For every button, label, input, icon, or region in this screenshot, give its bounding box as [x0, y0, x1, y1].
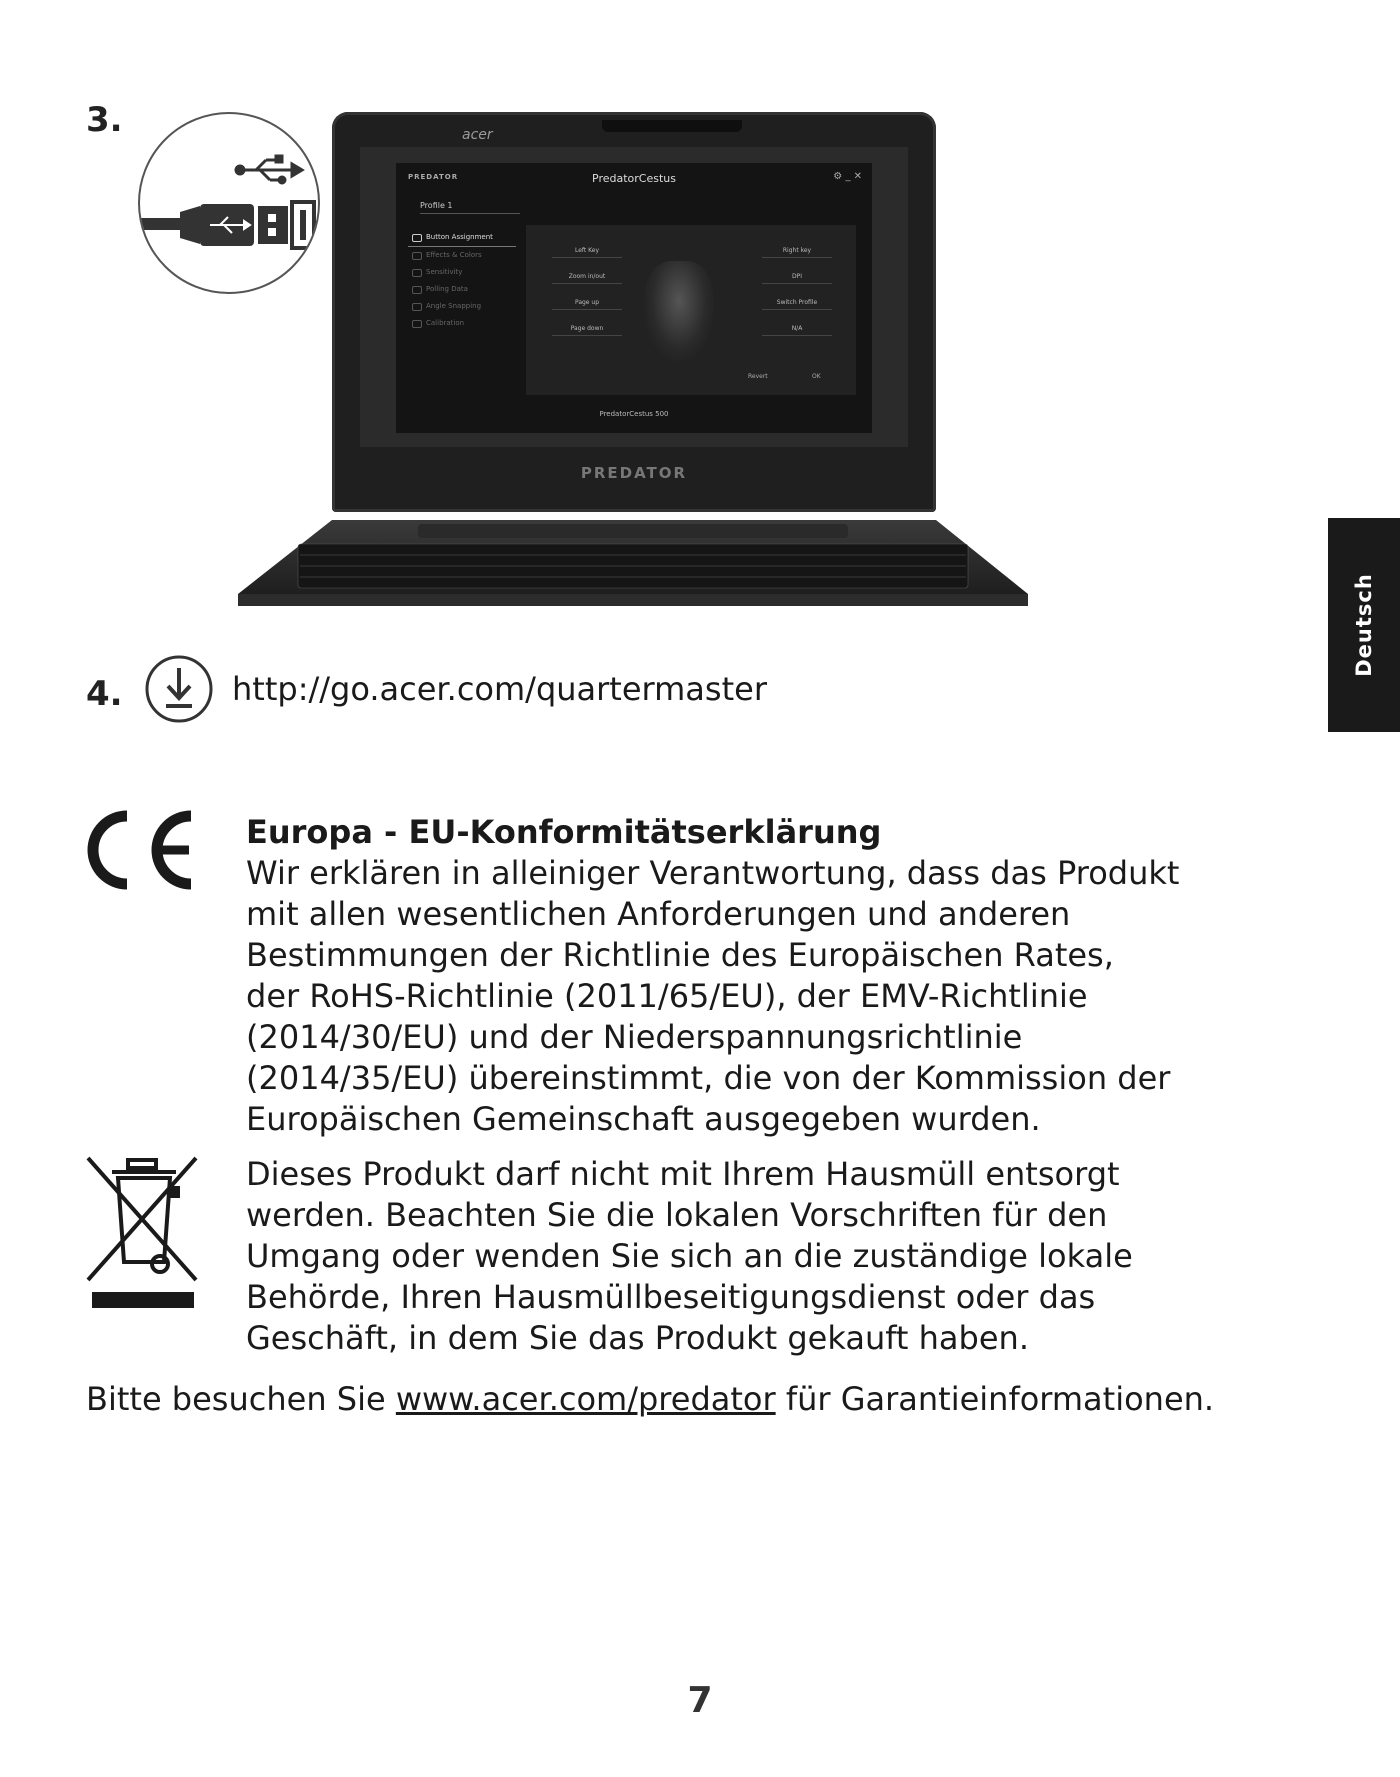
predator-cestus-app	[396, 163, 872, 433]
predator-logo: PREDATOR	[580, 464, 688, 482]
button-assignment-panel	[526, 225, 856, 395]
ce-line: Europäischen Gemeinschaft ausgegeben wurden.	[246, 1100, 1041, 1138]
menu-item-button-assignment: Button Assignment	[408, 229, 516, 247]
laptop-keyboard-base	[238, 520, 1028, 610]
menu-item-sensitivity: Sensitivity	[408, 264, 516, 281]
weee-line: Dieses Produkt darf nicht mit Ihrem Hausmüll entsorgt	[246, 1155, 1120, 1193]
ce-heading: Europa - EU-Konformitätserklärung	[246, 813, 882, 851]
ce-mark-icon	[85, 808, 197, 892]
ce-line: Wir erklären in alleiniger Verantwortung, dass das Produkt	[246, 854, 1180, 892]
window-controls: ⚙ _ ✕	[833, 171, 862, 182]
warranty-suffix: für Garantieinformationen.	[775, 1380, 1215, 1418]
language-tab	[1328, 518, 1400, 732]
ok-button: OK	[812, 373, 821, 380]
laptop-screen	[360, 147, 908, 447]
app-brand: PREDATOR	[408, 173, 459, 181]
ce-line: der RoHS-Richtlinie (2011/65/EU), der EMV-Richtlinie	[246, 977, 1088, 1015]
weee-line: werden. Beachten Sie die lokalen Vorschriften für den	[246, 1196, 1108, 1234]
page-number: 7	[687, 1680, 713, 1721]
menu-item-polling: Polling Data	[408, 281, 516, 298]
ce-line: mit allen wesentlichen Anforderungen und anderen	[246, 895, 1071, 933]
laptop-lid	[332, 112, 936, 512]
crossed-bin-icon	[84, 1154, 204, 1310]
step-3-number: 3.	[86, 100, 123, 140]
key-label: Zoom in/out	[552, 273, 622, 284]
predator-link[interactable]: www.acer.com/predator	[395, 1380, 776, 1418]
language-tab-label: Deutsch	[1352, 573, 1376, 677]
ce-declaration	[246, 812, 1336, 1140]
revert-button: Revert	[748, 373, 768, 380]
key-label: Left Key	[552, 247, 622, 258]
key-label: Page up	[552, 299, 622, 310]
app-menu	[408, 229, 516, 332]
download-icon	[144, 654, 214, 724]
key-label: Switch Profile	[762, 299, 832, 310]
laptop-illustration	[238, 110, 1028, 610]
weee-line: Umgang oder wenden Sie sich an die zuständige lokale	[246, 1237, 1133, 1275]
ce-line: (2014/30/EU) und der Niederspannungsrichtlinie	[246, 1018, 1023, 1056]
mouse-image	[644, 261, 714, 361]
app-footer: PredatorCestus 500	[599, 410, 669, 418]
ce-line: (2014/35/EU) übereinstimmt, die von der Kommission der	[246, 1059, 1171, 1097]
profile-select: Profile 1	[420, 201, 520, 214]
weee-notice	[246, 1154, 1336, 1359]
app-title: PredatorCestus	[592, 172, 676, 185]
step-4-number: 4.	[86, 674, 123, 714]
acer-logo: acer	[462, 127, 493, 143]
menu-item-calibration: Calibration	[408, 315, 516, 332]
menu-item-effects: Effects & Colors	[408, 247, 516, 264]
key-label: Right key	[762, 247, 832, 258]
quartermaster-url[interactable]: http://go.acer.com/quartermaster	[232, 670, 767, 708]
weee-line: Behörde, Ihren Hausmüllbeseitigungsdienst oder das	[246, 1278, 1096, 1316]
warranty-prefix: Bitte besuchen Sie	[86, 1380, 396, 1418]
weee-line: Geschäft, in dem Sie das Produkt gekauft haben.	[246, 1319, 1029, 1357]
menu-item-angle-snapping: Angle Snapping	[408, 298, 516, 315]
ce-line: Bestimmungen der Richtlinie des Europäischen Rates,	[246, 936, 1114, 974]
key-label: N/A	[762, 325, 832, 336]
warranty-notice	[86, 1380, 1214, 1418]
webcam-notch	[602, 120, 742, 132]
key-label: Page down	[552, 325, 622, 336]
key-label: DPI	[762, 273, 832, 284]
